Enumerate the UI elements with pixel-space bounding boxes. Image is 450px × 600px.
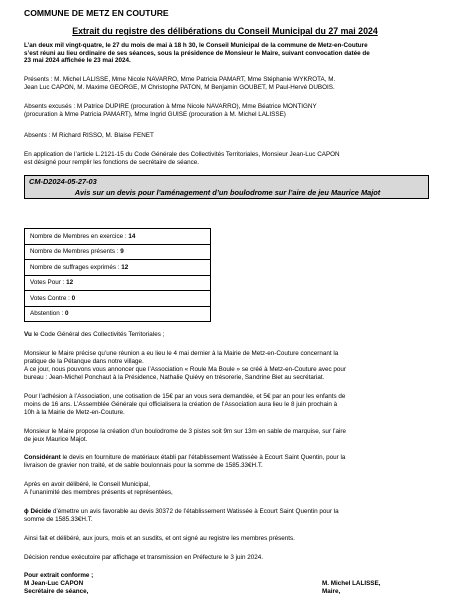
considerant-line-1	[24, 454, 430, 462]
table-row	[25, 275, 211, 291]
vote-value: 0	[65, 310, 69, 318]
intro-line-3: 23 mai 2024 affichée le 23 mai 2024.	[24, 57, 131, 64]
vu-lead: Vu	[24, 331, 32, 338]
absents-line: Absents : M Richard RISSO, M. Blaise FENET	[24, 132, 154, 139]
body1-line-3: A ce jour, nous pouvons vous annoncer que l’Association « Roule Ma Boule » se créé à Metz-en-Couture avec pour	[24, 366, 347, 373]
table-row	[25, 229, 211, 245]
decision-line-2: somme de 1585.33€H.T.	[24, 516, 93, 523]
body3-line-1: Monsieur le Maire propose la création d’un boulodrome de 3 pistes soit 9m sur 13m en sable de marquise, sur l’aire	[24, 428, 347, 435]
body1-line-2: pratique de la Pétanque dans notre village.	[24, 358, 144, 365]
presents-line-1: Présents : M. Michel LALISSE, Mme Nicole NAVARRO, Mme Patricia PAMART, Mme Stéphanie WYKROTA, M.	[24, 76, 336, 83]
vote-label: Nombre de Membres présents :	[30, 248, 121, 256]
considerant-text: le devis en fourniture de matériaux établi par l’établissement Watissée à Ecourt Saint Quentin, pour la	[60, 454, 346, 461]
body2-line-2: moins de 16 ans. L’Assemblée Générale qui officialisera la création de l’Association aura lieu le 8 juin prochain à	[24, 401, 338, 408]
secretary-signature-role: Secrétaire de séance,	[24, 588, 89, 595]
table-row	[25, 291, 211, 307]
vu-text: le Code Général des Collectivités Territoriales ;	[31, 331, 165, 338]
considerant-line-2: livraison de gravier non traité, et de sable boulonnais pour la somme de 1585.33€H.T.	[24, 462, 263, 469]
vote-label: Abstention :	[30, 310, 66, 318]
document-title: Extrait du registre des délibérations du Conseil Municipal du 27 mai 2024	[72, 26, 378, 36]
vote-value: 12	[121, 263, 129, 271]
after-line-1: Après en avoir délibéré, le Conseil Municipal,	[24, 481, 151, 488]
commune-name: COMMUNE DE METZ EN COUTURE	[24, 8, 169, 18]
body2-line-3: 10h à la Mairie de Metz-en-Couture.	[24, 409, 125, 416]
intro-line-2: s’est réuni au lieu ordinaire de ses séances, sous la présidence de Monsieur le Maire, suivant convocation datée de	[24, 49, 370, 57]
secretary-line-2: est désigné pour remplir les fonctions de secrétaire de séance.	[24, 159, 200, 166]
table-row	[25, 260, 211, 276]
body1-line-4: bureau : Jean-Michel Ponchaut à la Présidence, Nathalie Quiévy en trésorerie, Sandrine Biet au secrétariat.	[24, 374, 325, 381]
vote-label: Votes Pour :	[30, 279, 67, 287]
vote-value: 12	[66, 279, 74, 287]
closing-line: Ainsi fait et délibéré, aux jours, mois et an susdits, et ont signé au registre les membres présents.	[24, 535, 295, 542]
considerant-lead: Considérant	[24, 454, 61, 461]
decision-line-1	[24, 508, 430, 516]
table-row	[25, 306, 211, 322]
body1-line-1: Monsieur le Maire précise qu’une réunion a eu lieu le 4 mai dernier à la Mairie de Metz-en-Couture concernant la	[24, 350, 339, 357]
body3-line-2: de jeux Maurice Majot.	[24, 436, 88, 443]
mayor-signature-name: M. Michel LALISSE,	[322, 580, 381, 587]
decision-text: d’émettre un avis favorable au devis 30372 de l’établissement Watissée à Ecourt Saint Quentin pour la	[51, 508, 339, 515]
decision-lead: ϕ Décide	[24, 508, 52, 515]
presents-line-2: Jean Luc CAPON, M. Maxime GEORGE, M Christophe PATON, M Benjamin GOUBET, M Paul-Hervé DUBOIS.	[24, 84, 335, 91]
vote-value: 0	[71, 294, 76, 302]
after-line-2: A l’unanimité des membres présents et représentées,	[24, 489, 173, 496]
excuses-line-1: Absents excusés : M Patrice DUPIRE (procuration à Mme Nicole NAVARRO), Mme Béatrice MONTIGNY	[24, 103, 317, 110]
mayor-signature-role: Maire,	[322, 588, 341, 595]
vote-label: Votes Contre :	[30, 294, 72, 302]
deliberation-box	[24, 175, 429, 199]
intro-line-1: L’an deux mil vingt-quatre, le 27 du mois de mai à 18 h 30, le Conseil Municipal de la commune de Metz-en-Couture	[24, 42, 368, 49]
deliberation-object: Avis sur un devis pour l’aménagement d’un boulodrome sur l’aire de jeu Maurice Majot	[74, 188, 381, 197]
certified-line: Pour extrait conforme ;	[24, 572, 94, 579]
vote-value: 14	[128, 232, 136, 240]
table-row	[25, 244, 211, 260]
vote-value: 9	[120, 248, 124, 256]
vote-label: Nombre de Membres en exercice :	[30, 232, 129, 240]
executory-line: Décision rendue exécutoire par affichage et transmission en Préfecture le 3 juin 2024.	[24, 554, 263, 561]
secretary-line-1: En application de l’article L.2121-15 du Code Générale des Collectivités Territoriales, Monsieur Jean-Luc CAPON	[24, 151, 340, 158]
vu-line	[24, 331, 430, 339]
deliberation-reference: CM-D2024-05-27-03	[29, 177, 97, 186]
votes-table	[24, 228, 211, 322]
secretary-signature-name: M Jean-Luc CAPON	[24, 580, 84, 587]
vote-label: Nombre de suffrages exprimés :	[30, 263, 122, 271]
body2-line-1: Pour l’adhésion à l’Association, une cotisation de 15€ par an vous sera demandée, et 5€ par an pour les enfants de	[24, 393, 346, 400]
excuses-line-2: (procuration à Mme Patricia PAMART), Mme Ingrid GUISE (procuration à M. Michel LALISSE)	[24, 111, 286, 118]
